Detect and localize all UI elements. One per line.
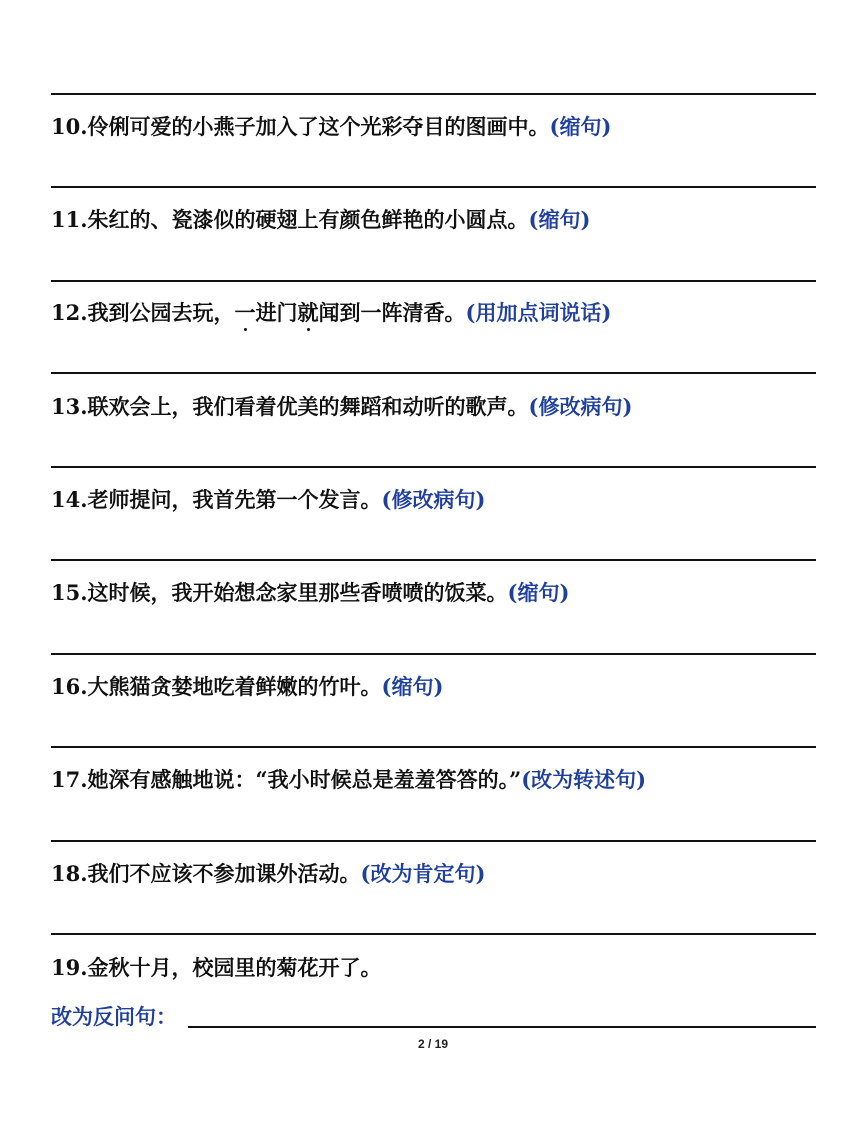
answer-line-16 bbox=[51, 746, 816, 748]
question-10 bbox=[51, 111, 611, 143]
question-hint: (修改病句) bbox=[528, 394, 633, 419]
question-hint: (修改病句) bbox=[381, 487, 486, 512]
question-text: 老师提问，我首先第一个发言。 bbox=[87, 487, 382, 512]
question-number: 10. bbox=[51, 114, 88, 139]
question-number: 19. bbox=[51, 955, 88, 980]
question-text: 朱红的、瓷漆似的硬翅上有颜色鲜艳的小圆点。 bbox=[87, 207, 529, 232]
answer-line-18 bbox=[51, 933, 816, 935]
question-text: 这时候，我开始想念家里那些香喷喷的饭菜。 bbox=[87, 580, 508, 605]
question-hint: (缩句) bbox=[528, 207, 591, 232]
answer-prompt-label: 改为反问句： bbox=[51, 1004, 177, 1029]
emphasis-dot bbox=[307, 328, 310, 331]
question-text: 闻到一阵清香。 bbox=[318, 300, 466, 325]
question-number: 12. bbox=[51, 300, 88, 325]
answer-line-12 bbox=[51, 372, 816, 374]
question-number: 16. bbox=[51, 674, 88, 699]
answer-line-11 bbox=[51, 280, 816, 282]
dotted-word-yi: 一 bbox=[235, 297, 256, 329]
question-hint: (缩句) bbox=[381, 674, 444, 699]
question-hint: (用加点词说话) bbox=[465, 300, 612, 325]
page-number: 2 / 19 bbox=[417, 1037, 449, 1051]
answer-line-14 bbox=[51, 559, 816, 561]
question-text: 伶俐可爱的小燕子加入了这个光彩夺目的图画中。 bbox=[87, 114, 550, 139]
question-text: 我到公园去玩， bbox=[87, 300, 235, 325]
answer-line-15 bbox=[51, 653, 816, 655]
question-number: 18. bbox=[51, 861, 88, 886]
answer-line-17 bbox=[51, 840, 816, 842]
answer-line-13 bbox=[51, 466, 816, 468]
dotted-word-jiu: 就 bbox=[298, 297, 319, 329]
question-hint: (改为转述句) bbox=[521, 767, 647, 792]
answer-line-9 bbox=[51, 93, 816, 95]
question-18 bbox=[51, 858, 485, 890]
answer-line-19 bbox=[188, 1026, 816, 1028]
question-number: 11. bbox=[51, 207, 88, 232]
emphasis-dot bbox=[244, 328, 247, 331]
question-text: 进门 bbox=[255, 300, 298, 325]
answer-line-10 bbox=[51, 186, 816, 188]
question-13 bbox=[51, 391, 632, 423]
question-number: 14. bbox=[51, 487, 88, 512]
question-hint: (缩句) bbox=[507, 580, 570, 605]
question-text: 金秋十月，校园里的菊花开了。 bbox=[87, 955, 382, 980]
question-14 bbox=[51, 484, 485, 516]
question-16 bbox=[51, 671, 443, 703]
question-11 bbox=[51, 204, 590, 236]
question-text: 联欢会上，我们看着优美的舞蹈和动听的歌声。 bbox=[87, 394, 529, 419]
question-text: 她深有感触地说：“我小时候总是羞羞答答的。” bbox=[87, 767, 522, 792]
question-text: 我们不应该不参加课外活动。 bbox=[87, 861, 361, 886]
question-number: 17. bbox=[51, 767, 88, 792]
question-12 bbox=[51, 297, 611, 329]
question-number: 13. bbox=[51, 394, 88, 419]
question-hint: (改为肯定句) bbox=[360, 861, 486, 886]
question-17 bbox=[51, 764, 646, 796]
question-text: 大熊猫贪婪地吃着鲜嫩的竹叶。 bbox=[87, 674, 382, 699]
question-15 bbox=[51, 577, 569, 609]
question-19 bbox=[51, 952, 382, 984]
question-number: 15. bbox=[51, 580, 88, 605]
question-hint: (缩句) bbox=[549, 114, 612, 139]
